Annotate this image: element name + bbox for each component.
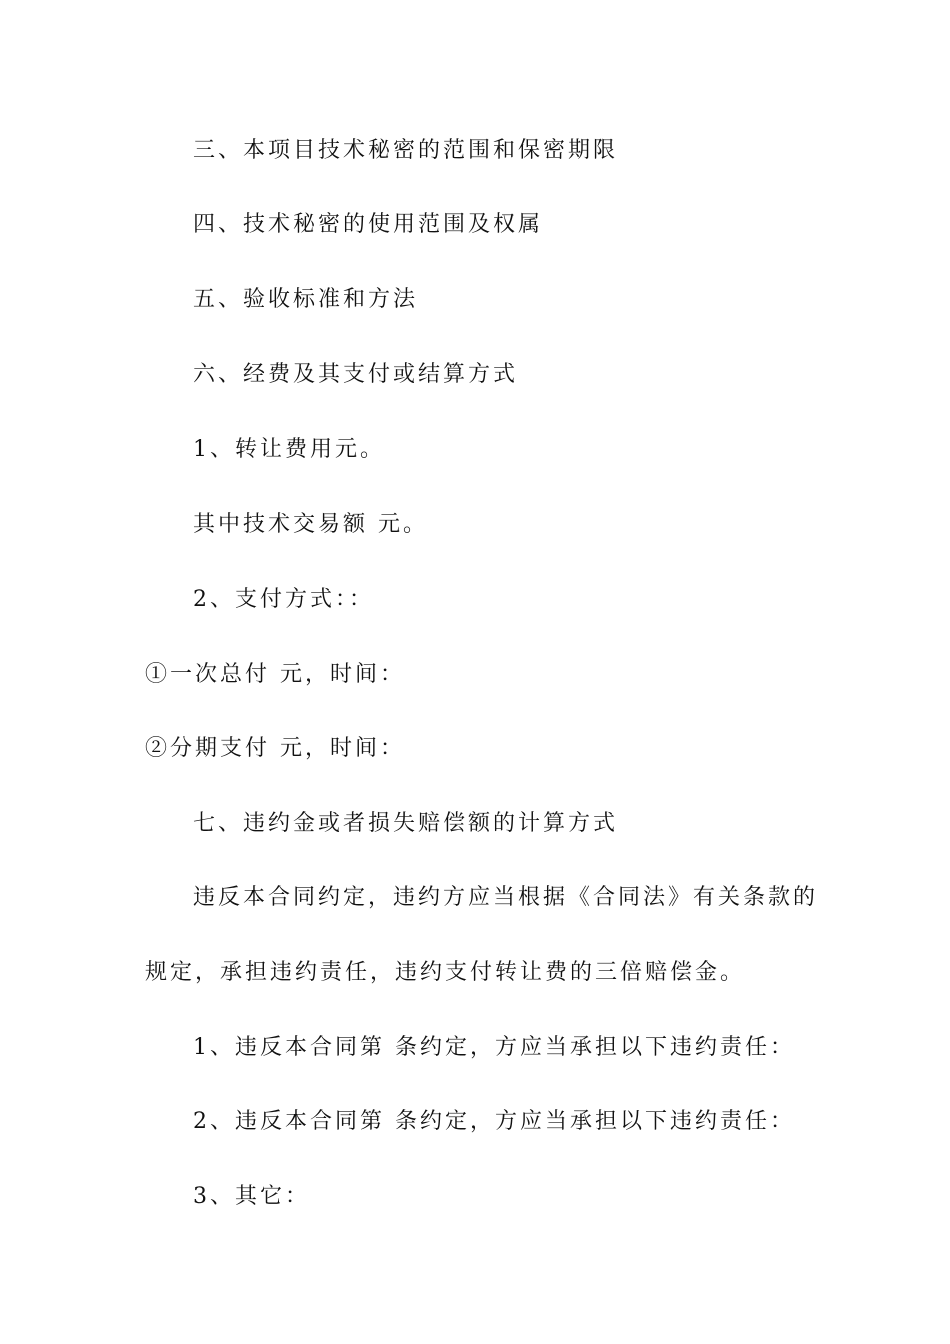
- transfer-fee-line: 1、转让费用元。: [193, 437, 385, 462]
- breach-clause-3: 3、其它：: [193, 1184, 310, 1209]
- section-7-heading: 七、违约金或者损失赔偿额的计算方式: [193, 811, 619, 836]
- breach-clause-1: 1、违反本合同第 条约定，方应当承担以下违约责任：: [193, 1035, 795, 1060]
- lump-sum-payment-line: ①一次总付 元，时间：: [145, 662, 405, 687]
- breach-clause-2: 2、违反本合同第 条约定，方应当承担以下违约责任：: [193, 1109, 795, 1134]
- section-4-heading: 四、技术秘密的使用范围及权属: [193, 212, 544, 237]
- section-3-heading: 三、本项目技术秘密的范围和保密期限: [193, 138, 619, 163]
- transaction-amount-line: 其中技术交易额 元。: [193, 512, 428, 537]
- payment-method-line: 2、支付方式：：: [193, 587, 374, 612]
- installment-payment-line: ②分期支付 元，时间：: [145, 736, 405, 761]
- breach-paragraph-line-1: 违反本合同约定，违约方应当根据《合同法》有关条款的: [193, 885, 819, 910]
- section-5-heading: 五、验收标准和方法: [193, 287, 419, 312]
- section-6-heading: 六、经费及其支付或结算方式: [193, 362, 519, 387]
- breach-paragraph-line-2: 规定，承担违约责任，违约支付转让费的三倍赔偿金。: [145, 960, 746, 985]
